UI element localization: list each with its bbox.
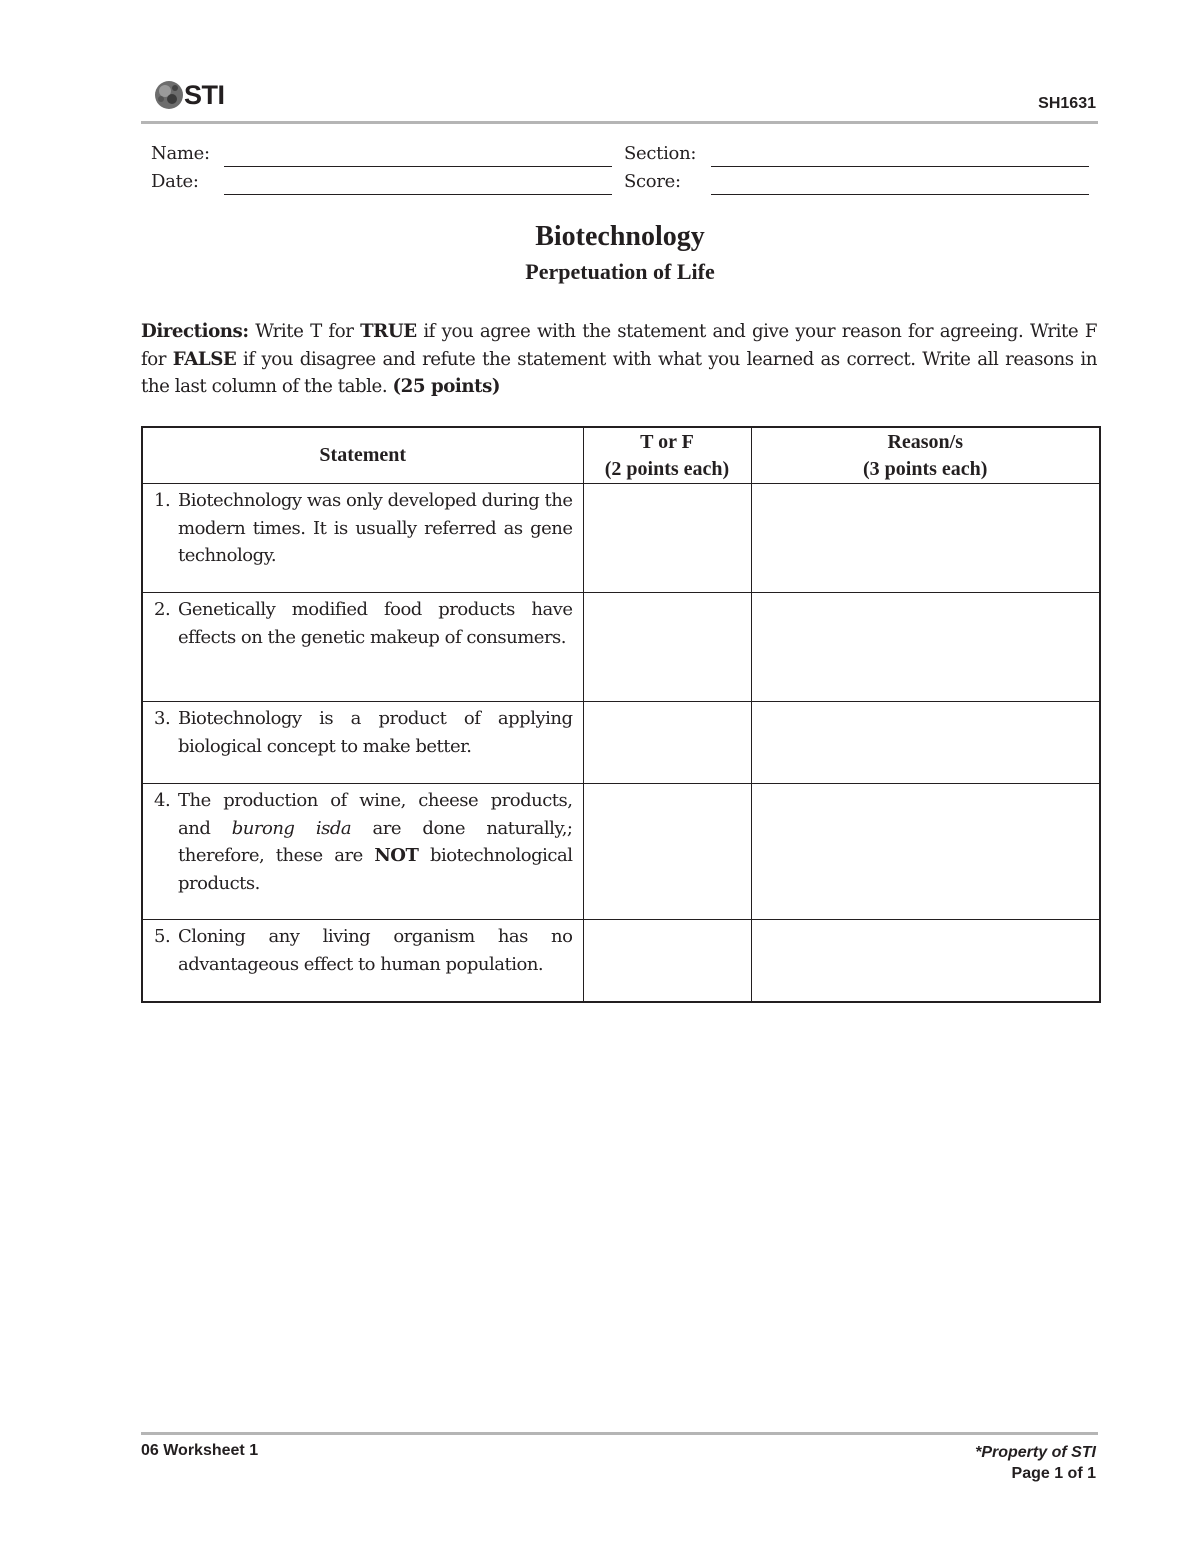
- score-field[interactable]: [711, 194, 1089, 195]
- t-or-f-answer-cell[interactable]: [583, 784, 751, 920]
- statement-cell: [142, 593, 583, 702]
- page-title: Biotechnology: [535, 221, 705, 252]
- true-word: TRUE: [360, 321, 417, 342]
- header-statement-label: Statement: [319, 444, 407, 466]
- date-field[interactable]: [224, 194, 612, 195]
- section-label: Section:: [624, 143, 697, 164]
- document-code: SH1631: [1038, 95, 1096, 112]
- table-row: [142, 484, 1100, 593]
- t-or-f-answer-cell[interactable]: [583, 484, 751, 593]
- header-t-or-f-label: T or F: [640, 430, 694, 453]
- table-row: [142, 593, 1100, 702]
- date-label: Date:: [151, 171, 199, 192]
- page-subtitle: Perpetuation of Life: [525, 259, 715, 284]
- statement-bold-term: NOT: [374, 845, 419, 866]
- footer-divider: [141, 1432, 1098, 1435]
- reason-answer-cell[interactable]: [751, 484, 1100, 593]
- name-field[interactable]: [224, 166, 612, 167]
- t-or-f-answer-cell[interactable]: [583, 920, 751, 1002]
- table-row: [142, 920, 1100, 1002]
- statement-text: Biotechnology is a product of applying biological concept to make better.: [178, 708, 573, 757]
- statement-text-part: The production of wine, cheese products, and: [178, 790, 573, 839]
- directions-text-3: if you disagree and refute the statement with what you learned as correct. Write all reasons in the last column of the table.: [141, 348, 1097, 397]
- name-label: Name:: [151, 143, 210, 164]
- footer-worksheet-label: 06 Worksheet 1: [141, 1442, 259, 1459]
- directions-text-1: Write T for: [248, 321, 361, 342]
- header-divider: [141, 121, 1098, 124]
- globe-icon: [152, 78, 186, 112]
- reason-answer-cell[interactable]: [751, 593, 1100, 702]
- statement-text: Cloning any living organism has no advantageous effect to human population.: [178, 926, 573, 975]
- header-reasons: [751, 427, 1100, 484]
- score-label: Score:: [624, 171, 681, 192]
- statement-cell: [142, 484, 583, 593]
- points-total: (25 points): [392, 376, 501, 397]
- header-reasons-points: (3 points each): [863, 457, 988, 480]
- item-number: 4.: [154, 790, 171, 811]
- statement-cell: [142, 920, 583, 1002]
- reason-answer-cell[interactable]: [751, 920, 1100, 1002]
- statement-text: Biotechnology was only developed during the modern times. It is usually referred as gene technology.: [178, 490, 573, 566]
- statement-italic-term: burong isda: [231, 817, 352, 839]
- header-reasons-label: Reason/s: [887, 430, 964, 453]
- section-field[interactable]: [711, 166, 1089, 167]
- worksheet-table: [141, 426, 1101, 1003]
- header-statement: [142, 427, 583, 484]
- statement-cell: [142, 784, 583, 920]
- page-number: Page 1 of 1: [1011, 1465, 1096, 1482]
- item-number: 1.: [154, 490, 171, 511]
- table-row: [142, 784, 1100, 920]
- statement-text: [178, 787, 573, 897]
- item-number: 5.: [154, 926, 171, 947]
- statement-text-part: are done naturally,; therefore, these are: [178, 817, 573, 866]
- directions-lead: Directions:: [141, 321, 249, 342]
- table-row: [142, 702, 1100, 784]
- t-or-f-answer-cell[interactable]: [583, 593, 751, 702]
- directions: [141, 318, 1097, 401]
- reason-answer-cell[interactable]: [751, 784, 1100, 920]
- directions-text-2: if you agree with the statement and give your reason for agreeing. Write F for: [141, 321, 1097, 370]
- statement-text-part: biotechnological products.: [178, 845, 573, 894]
- property-notice: *Property of STI: [975, 1444, 1096, 1461]
- logo-text: STI: [184, 79, 225, 110]
- item-number: 2.: [154, 599, 171, 620]
- header-t-or-f: [583, 427, 751, 484]
- item-number: 3.: [154, 708, 171, 729]
- reason-answer-cell[interactable]: [751, 702, 1100, 784]
- sti-logo: [152, 78, 225, 112]
- header-t-or-f-points: (2 points each): [604, 457, 730, 480]
- false-word: FALSE: [172, 348, 237, 370]
- statement-cell: [142, 702, 583, 784]
- t-or-f-answer-cell[interactable]: [583, 702, 751, 784]
- statement-text: Genetically modified food products have effects on the genetic makeup of consumers.: [178, 599, 573, 648]
- footer-right: [975, 1442, 1096, 1484]
